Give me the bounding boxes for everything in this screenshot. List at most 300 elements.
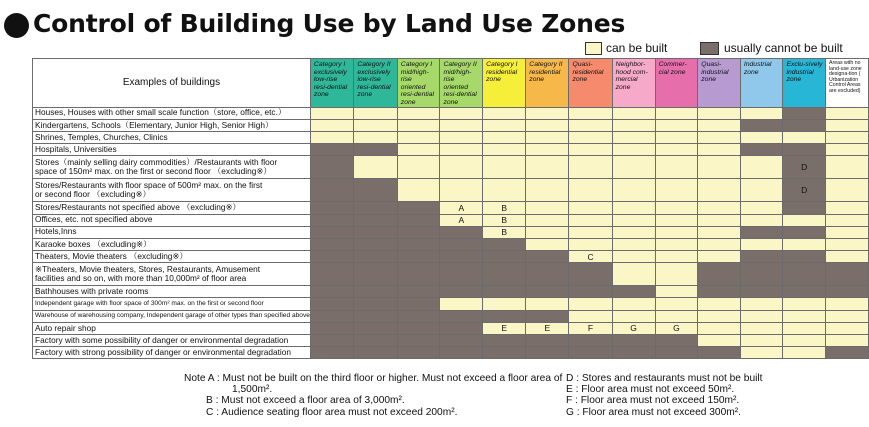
row-label: [33, 238, 311, 250]
row-label-line: Hospitals, Universities: [35, 143, 117, 154]
cell-cannot-build: [483, 310, 526, 322]
cell-note-mark: G: [655, 322, 698, 334]
cell-can-build: [569, 107, 612, 119]
cell-can-build: [310, 131, 353, 143]
cell-cannot-build: [483, 238, 526, 250]
cell-cannot-build: [526, 335, 569, 347]
cell-cannot-build: [354, 263, 397, 286]
cell-can-build: [612, 238, 655, 250]
cell-can-build: [698, 144, 741, 156]
cell-cannot-build: [440, 347, 483, 359]
cell-can-build: [740, 202, 783, 214]
cell-can-build: [483, 107, 526, 119]
cell-can-build: [655, 251, 698, 263]
zone-header: Category II exclusively low-rise resi-dential zone: [354, 59, 397, 108]
cell-cannot-build: [698, 347, 741, 359]
cell-note-mark: D: [783, 156, 826, 179]
table-row: [33, 107, 869, 119]
cell-cannot-build: [783, 202, 826, 214]
notes-left: [184, 373, 562, 418]
cell-cannot-build: [354, 251, 397, 263]
cell-can-build: [612, 119, 655, 131]
zone-header: Commer-cial zone: [655, 59, 698, 108]
cell-note-mark: C: [569, 251, 612, 263]
cell-can-build: [526, 156, 569, 179]
table-row: [33, 298, 869, 310]
cell-cannot-build: [397, 298, 440, 310]
cell-cannot-build: [354, 226, 397, 238]
row-label: [33, 144, 311, 156]
zone-header: Category I mid/high-rise oriented resi-dential zone: [397, 59, 440, 108]
cell-can-build: [569, 298, 612, 310]
cell-cannot-build: [440, 335, 483, 347]
cell-can-build: [397, 179, 440, 202]
cell-cannot-build: [310, 335, 353, 347]
cell-cannot-build: [354, 298, 397, 310]
cell-cannot-build: [397, 335, 440, 347]
cell-can-build: [740, 238, 783, 250]
row-label-line: Factory with strong possibility of danger or environmental degradation: [35, 346, 291, 357]
cell-can-build: [740, 347, 783, 359]
cell-cannot-build: [397, 226, 440, 238]
cell-can-build: [483, 144, 526, 156]
table-row: [33, 226, 869, 238]
cell-can-build: [440, 144, 483, 156]
cell-can-build: [612, 202, 655, 214]
cell-can-build: [655, 179, 698, 202]
cell-cannot-build: [354, 144, 397, 156]
cell-can-build: [397, 119, 440, 131]
cell-can-build: [740, 298, 783, 310]
note-prefix: Note A :: [184, 373, 220, 384]
cell-can-build: [612, 107, 655, 119]
cell-can-build: [655, 107, 698, 119]
cell-cannot-build: [569, 347, 612, 359]
row-label: [33, 179, 311, 202]
cell-cannot-build: [310, 156, 353, 179]
row-label-line: Stores/Restaurants with floor space of 500m² max. on the first: [35, 179, 263, 190]
cell-can-build: [826, 310, 869, 322]
cell-can-build: [826, 238, 869, 250]
cell-can-build: [655, 202, 698, 214]
table-row: [33, 263, 869, 286]
row-label: [33, 131, 311, 143]
cell-can-build: [440, 107, 483, 119]
cell-cannot-build: [526, 286, 569, 298]
note-a-cont: 1,500m².: [232, 384, 273, 396]
note-d: D : Stores and restaurants must not be built: [566, 373, 763, 384]
cell-cannot-build: [440, 286, 483, 298]
row-label-line: Kindergartens, Schools（Elementary, Junior High, Senior High）: [35, 119, 274, 130]
cell-cannot-build: [354, 214, 397, 226]
cell-can-build: [826, 298, 869, 310]
cell-can-build: [354, 156, 397, 179]
row-label: [33, 202, 311, 214]
cell-note-mark: B: [483, 214, 526, 226]
cell-cannot-build: [826, 286, 869, 298]
cell-can-build: [783, 298, 826, 310]
row-label-line: Hotels,Inns: [35, 226, 77, 237]
table-row: [33, 335, 869, 347]
row-label-line: ※Theaters, Movie theaters, Stores, Restaurants, Amusement: [35, 263, 261, 274]
cell-cannot-build: [354, 310, 397, 322]
cell-can-build: [740, 335, 783, 347]
cell-can-build: [698, 335, 741, 347]
cell-can-build: [569, 156, 612, 179]
cell-can-build: [440, 179, 483, 202]
cell-cannot-build: [354, 238, 397, 250]
cell-can-build: [612, 263, 655, 286]
cell-cannot-build: [310, 214, 353, 226]
cell-note-mark: B: [483, 202, 526, 214]
cell-can-build: [526, 202, 569, 214]
cell-cannot-build: [826, 263, 869, 286]
cell-can-build: [740, 156, 783, 179]
cell-can-build: [698, 251, 741, 263]
cell-cannot-build: [440, 238, 483, 250]
row-label-line: facilities and so on, with more than 10,000m² of floor area: [35, 273, 247, 284]
cell-cannot-build: [483, 251, 526, 263]
cell-cannot-build: [310, 298, 353, 310]
cell-can-build: [612, 310, 655, 322]
cell-cannot-build: [440, 322, 483, 334]
row-label: [33, 286, 311, 298]
table-row: [33, 119, 869, 131]
cell-cannot-build: [740, 144, 783, 156]
cell-cannot-build: [440, 251, 483, 263]
cell-can-build: [783, 238, 826, 250]
row-label: [33, 156, 311, 179]
page-title: Control of Building Use by Land Use Zones: [33, 9, 626, 38]
cell-cannot-build: [440, 263, 483, 286]
cell-cannot-build: [310, 179, 353, 202]
row-label: [33, 263, 311, 286]
cell-can-build: [826, 251, 869, 263]
zone-header: Category I residential zone: [483, 59, 526, 108]
row-label: [33, 322, 311, 334]
cell-note-mark: E: [526, 322, 569, 334]
cell-can-build: [440, 131, 483, 143]
cell-can-build: [826, 131, 869, 143]
cell-can-build: [655, 226, 698, 238]
cell-can-build: [483, 179, 526, 202]
cell-can-build: [526, 107, 569, 119]
note-f: F : Floor area must not exceed 150m².: [566, 395, 740, 407]
cell-can-build: [655, 156, 698, 179]
cell-can-build: [612, 179, 655, 202]
zone-header: Category II mid/high-rise oriented resi-dential zone: [440, 59, 483, 108]
cell-can-build: [483, 298, 526, 310]
row-label: [33, 310, 311, 322]
cell-cannot-build: [310, 144, 353, 156]
cell-can-build: [526, 238, 569, 250]
cell-can-build: [612, 298, 655, 310]
cell-cannot-build: [783, 263, 826, 286]
cell-can-build: [698, 179, 741, 202]
cell-note-mark: A: [440, 202, 483, 214]
cell-can-build: [612, 144, 655, 156]
cell-can-build: [826, 179, 869, 202]
cell-can-build: [569, 144, 612, 156]
zone-header: Quasi-industrial zone: [698, 59, 741, 108]
zone-header: Quasi-residential zone: [569, 59, 612, 108]
cell-cannot-build: [569, 263, 612, 286]
cell-cannot-build: [310, 347, 353, 359]
row-label: [33, 298, 311, 310]
cell-can-build: [826, 144, 869, 156]
table-row: [33, 310, 869, 322]
cell-can-build: [612, 251, 655, 263]
cell-can-build: [655, 298, 698, 310]
cell-cannot-build: [740, 226, 783, 238]
cell-can-build: [440, 119, 483, 131]
cell-can-build: [310, 119, 353, 131]
cell-cannot-build: [354, 202, 397, 214]
cell-can-build: [826, 107, 869, 119]
table-row: [33, 131, 869, 143]
row-label: [33, 347, 311, 359]
cell-cannot-build: [740, 263, 783, 286]
cell-can-build: [612, 131, 655, 143]
cell-can-build: [826, 156, 869, 179]
legend-swatch-can-be-built: [585, 42, 602, 55]
cell-can-build: [526, 298, 569, 310]
cell-can-build: [698, 202, 741, 214]
legend-label-can-be-built: can be built: [606, 41, 668, 55]
cell-can-build: [783, 214, 826, 226]
title-bullet-icon: [4, 13, 29, 38]
zone-header: Areas with no land-use zone designa-tion ( Urbanization Control Areas are excluded): [826, 59, 869, 108]
cell-can-build: [655, 286, 698, 298]
table-row: [33, 251, 869, 263]
cell-can-build: [698, 156, 741, 179]
cell-cannot-build: [397, 202, 440, 214]
cell-can-build: [483, 156, 526, 179]
cell-cannot-build: [740, 286, 783, 298]
cell-cannot-build: [783, 226, 826, 238]
cell-can-build: [526, 119, 569, 131]
row-label-line: Factory with some possibility of danger or environmental degradation: [35, 334, 289, 345]
note-e: E : Floor area must not exceed 50m².: [566, 384, 735, 396]
cell-cannot-build: [354, 347, 397, 359]
row-label-line: Offices, etc. not specified above: [35, 214, 153, 225]
cell-can-build: [526, 214, 569, 226]
cell-note-mark: G: [612, 322, 655, 334]
row-label: [33, 335, 311, 347]
cell-can-build: [740, 214, 783, 226]
cell-can-build: [397, 156, 440, 179]
cell-can-build: [698, 107, 741, 119]
cell-cannot-build: [397, 238, 440, 250]
cell-cannot-build: [526, 347, 569, 359]
cell-can-build: [740, 310, 783, 322]
cell-can-build: [569, 310, 612, 322]
row-label: [33, 214, 311, 226]
cell-cannot-build: [397, 214, 440, 226]
table-row: [33, 202, 869, 214]
cell-can-build: [526, 179, 569, 202]
cell-can-build: [826, 322, 869, 334]
cell-can-build: [826, 202, 869, 214]
cell-can-build: [783, 347, 826, 359]
legend-label-cannot-be-built: usually cannot be built: [724, 41, 843, 55]
note-b: B : Must not exceed a floor area of 3,000m².: [206, 395, 405, 407]
cell-cannot-build: [483, 335, 526, 347]
cell-can-build: [310, 107, 353, 119]
cell-note-mark: D: [783, 179, 826, 202]
cell-cannot-build: [310, 202, 353, 214]
cell-cannot-build: [826, 347, 869, 359]
table-row: [33, 214, 869, 226]
cell-can-build: [483, 119, 526, 131]
cell-note-mark: A: [440, 214, 483, 226]
cell-can-build: [612, 226, 655, 238]
cell-cannot-build: [354, 286, 397, 298]
cell-can-build: [826, 335, 869, 347]
cell-can-build: [655, 238, 698, 250]
note-g: G : Floor area must not exceed 300m².: [566, 406, 741, 418]
cell-cannot-build: [483, 286, 526, 298]
row-label-line: Stores（mainly selling dairy commodities）/Restaurants with floor: [35, 156, 278, 167]
table-row: [33, 347, 869, 359]
cell-cannot-build: [310, 286, 353, 298]
cell-cannot-build: [612, 347, 655, 359]
zone-header: Category I exclusively low-rise resi-dential zone: [310, 59, 353, 108]
zone-header: Industrial zone: [740, 59, 783, 108]
cell-can-build: [569, 119, 612, 131]
cell-cannot-build: [354, 179, 397, 202]
table-row: [33, 238, 869, 250]
note-a: Must not be built on the third floor or higher. Must not exceed a floor area of: [222, 373, 563, 384]
cell-cannot-build: [740, 251, 783, 263]
cell-can-build: [612, 214, 655, 226]
cell-cannot-build: [397, 263, 440, 286]
cell-cannot-build: [569, 335, 612, 347]
row-label-line: Stores/Restaurants not specified above （excluding※）: [35, 202, 241, 213]
cell-can-build: [698, 298, 741, 310]
cell-cannot-build: [397, 251, 440, 263]
cell-cannot-build: [612, 335, 655, 347]
notes-right: [566, 373, 763, 418]
cell-can-build: [569, 238, 612, 250]
cell-cannot-build: [310, 226, 353, 238]
row-label: [33, 251, 311, 263]
cell-cannot-build: [526, 310, 569, 322]
cell-cannot-build: [783, 251, 826, 263]
cell-note-mark: E: [483, 322, 526, 334]
legend-swatch-cannot-be-built: [700, 42, 719, 55]
cell-cannot-build: [569, 286, 612, 298]
table-row: [33, 144, 869, 156]
row-label-line: space of 150m² max. on the first or second floor （excluding※）: [35, 166, 272, 177]
cell-can-build: [783, 131, 826, 143]
cell-cannot-build: [397, 286, 440, 298]
cell-cannot-build: [354, 335, 397, 347]
cell-cannot-build: [783, 107, 826, 119]
table-row: [33, 156, 869, 179]
cell-can-build: [397, 107, 440, 119]
cell-can-build: [826, 226, 869, 238]
row-label-line: Warehouse of warehousing company, Independent garage of other types than specified above: [35, 312, 310, 320]
cell-can-build: [655, 214, 698, 226]
cell-can-build: [698, 310, 741, 322]
row-label: [33, 107, 311, 119]
cell-can-build: [612, 156, 655, 179]
cell-cannot-build: [310, 310, 353, 322]
cell-can-build: [569, 214, 612, 226]
cell-cannot-build: [440, 310, 483, 322]
zone-header: Category II residential zone: [526, 59, 569, 108]
cell-can-build: [783, 310, 826, 322]
cell-cannot-build: [526, 263, 569, 286]
cell-can-build: [354, 131, 397, 143]
cell-cannot-build: [483, 263, 526, 286]
cell-cannot-build: [698, 263, 741, 286]
cell-can-build: [569, 226, 612, 238]
cell-cannot-build: [397, 322, 440, 334]
cell-can-build: [354, 107, 397, 119]
cell-can-build: [826, 119, 869, 131]
cell-can-build: [526, 144, 569, 156]
cell-can-build: [740, 179, 783, 202]
land-use-table: [32, 58, 869, 359]
cell-can-build: [783, 335, 826, 347]
cell-can-build: [655, 131, 698, 143]
cell-cannot-build: [698, 286, 741, 298]
cell-can-build: [698, 131, 741, 143]
cell-can-build: [397, 131, 440, 143]
cell-cannot-build: [783, 286, 826, 298]
cell-cannot-build: [310, 238, 353, 250]
cell-can-build: [698, 214, 741, 226]
row-label-line: Theaters, Movie theaters （excluding※）: [35, 250, 188, 261]
row-label-line: Shrines, Temples, Churches, Clinics: [35, 131, 168, 142]
cell-can-build: [354, 119, 397, 131]
cell-can-build: [698, 226, 741, 238]
cell-cannot-build: [310, 263, 353, 286]
cell-can-build: [740, 131, 783, 143]
cell-cannot-build: [783, 144, 826, 156]
cell-cannot-build: [483, 347, 526, 359]
row-label-line: Houses, Houses with other small scale function（store, office, etc.）: [35, 107, 287, 118]
row-label: [33, 226, 311, 238]
row-label-line: Karaoke boxes （excluding※）: [35, 238, 152, 249]
table-row: [33, 179, 869, 202]
cell-cannot-build: [440, 226, 483, 238]
cell-cannot-build: [397, 347, 440, 359]
zone-header: Neighbor-hood com-mercial zone: [612, 59, 655, 108]
row-label-line: or second floor （excluding※）: [35, 189, 151, 200]
table-row: [33, 286, 869, 298]
cell-can-build: [526, 226, 569, 238]
cell-can-build: [569, 131, 612, 143]
cell-can-build: [655, 144, 698, 156]
cell-can-build: [655, 310, 698, 322]
cell-cannot-build: [655, 335, 698, 347]
cell-can-build: [740, 322, 783, 334]
cell-cannot-build: [655, 347, 698, 359]
cell-cannot-build: [612, 286, 655, 298]
cell-note-mark: F: [569, 322, 612, 334]
cell-cannot-build: [783, 119, 826, 131]
cell-can-build: [740, 107, 783, 119]
row-label-line: Auto repair shop: [35, 322, 96, 333]
cell-cannot-build: [310, 251, 353, 263]
zone-header: Exclu-sively industrial zone: [783, 59, 826, 108]
cell-can-build: [569, 202, 612, 214]
table-row: [33, 322, 869, 334]
row-label: [33, 119, 311, 131]
